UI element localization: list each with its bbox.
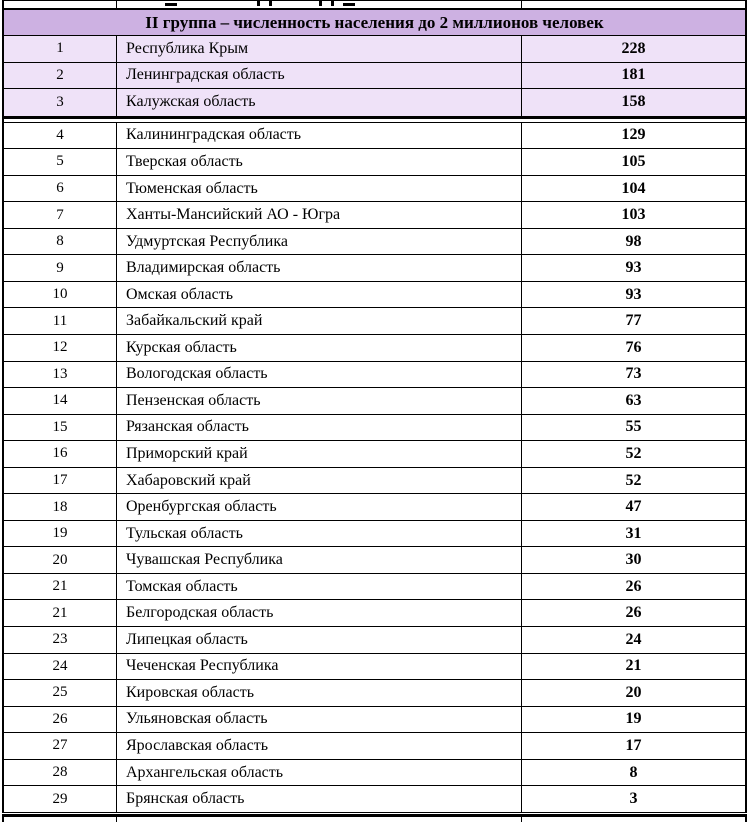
rank-cell: 15 xyxy=(4,415,117,441)
rank-cell: 3 xyxy=(4,89,117,116)
cutoff-text-fragment xyxy=(319,1,322,6)
rank-cell: 29 xyxy=(4,786,117,812)
cutoff-value-cell xyxy=(522,817,745,822)
cutoff-text-fragment xyxy=(257,1,260,6)
highlighted-rows-section xyxy=(2,36,747,119)
table-row xyxy=(4,733,745,760)
rank-cell: 14 xyxy=(4,388,117,414)
value-cell: 93 xyxy=(625,259,642,277)
table-row xyxy=(4,521,745,548)
population-table xyxy=(2,0,747,822)
value-cell: 104 xyxy=(621,179,646,197)
value-cell: 93 xyxy=(625,285,642,303)
rank-cell: 6 xyxy=(4,176,117,202)
region-cell: Ярославская область xyxy=(117,733,522,759)
region-cell: Тульская область xyxy=(117,521,522,547)
region-cell: Чувашская Республика xyxy=(117,547,522,573)
value-cell: 47 xyxy=(625,498,642,516)
main-rows-section xyxy=(2,122,747,813)
region-cell: Удмуртская Республика xyxy=(117,229,522,255)
region-cell: Хабаровский край xyxy=(117,468,522,494)
region-cell: Рязанская область xyxy=(117,415,522,441)
rank-cell: 21 xyxy=(4,600,117,626)
value-cell: 19 xyxy=(625,710,642,728)
region-cell: Белгородская область xyxy=(117,600,522,626)
value-cell: 158 xyxy=(621,93,646,111)
region-cell: Калужская область xyxy=(117,89,522,116)
region-cell: Владимирская область xyxy=(117,255,522,281)
value-cell: 30 xyxy=(625,551,642,569)
cutoff-text-fragment xyxy=(331,1,334,6)
cutoff-text-fragment xyxy=(269,1,272,6)
table-row xyxy=(4,415,745,442)
rank-cell: 16 xyxy=(4,441,117,467)
region-cell: Тверская область xyxy=(117,149,522,175)
value-cell: 17 xyxy=(625,736,642,754)
rank-cell: 26 xyxy=(4,707,117,733)
region-cell: Республика Крым xyxy=(117,36,522,62)
table-row xyxy=(4,36,745,63)
region-cell: Брянская область xyxy=(117,786,522,812)
region-cell: Тюменская область xyxy=(117,176,522,202)
value-cell: 98 xyxy=(625,232,642,250)
table-row xyxy=(4,547,745,574)
rank-cell: 18 xyxy=(4,494,117,520)
table-row xyxy=(4,308,745,335)
table-row xyxy=(4,600,745,627)
rank-cell: 9 xyxy=(4,255,117,281)
region-cell: Пензенская область xyxy=(117,388,522,414)
cutoff-rank-cell xyxy=(4,817,117,822)
rank-cell: 28 xyxy=(4,760,117,786)
value-cell: 8 xyxy=(629,763,638,781)
rank-cell: 17 xyxy=(4,468,117,494)
cutoff-region-cell xyxy=(117,817,522,822)
region-cell: Ульяновская область xyxy=(117,707,522,733)
value-cell: 103 xyxy=(621,206,646,224)
value-cell: 31 xyxy=(625,524,642,542)
region-cell: Ханты-Мансийский АО - Югра xyxy=(117,202,522,228)
value-cell: 73 xyxy=(625,365,642,383)
region-cell: Вологодская область xyxy=(117,362,522,388)
region-cell: Оренбургская область xyxy=(117,494,522,520)
cutoff-row-bottom xyxy=(2,817,747,822)
table-row xyxy=(4,255,745,282)
rank-cell: 24 xyxy=(4,654,117,680)
rank-cell: 5 xyxy=(4,149,117,175)
table-row xyxy=(4,707,745,734)
value-cell: 20 xyxy=(625,683,642,701)
cutoff-text-fragment xyxy=(343,3,355,6)
table-row xyxy=(4,627,745,654)
region-cell: Липецкая область xyxy=(117,627,522,653)
table-row xyxy=(4,89,745,116)
table-row xyxy=(4,63,745,90)
table-row xyxy=(4,494,745,521)
table-row xyxy=(4,229,745,256)
table-row xyxy=(4,388,745,415)
region-cell: Приморский край xyxy=(117,441,522,467)
table-row xyxy=(4,760,745,787)
table-row xyxy=(4,441,745,468)
rank-cell: 25 xyxy=(4,680,117,706)
value-cell: 26 xyxy=(625,604,642,622)
rank-cell: 8 xyxy=(4,229,117,255)
rank-cell: 13 xyxy=(4,362,117,388)
rank-cell: 4 xyxy=(4,123,117,149)
group-header-label: II группа – численность населения до 2 миллионов человек xyxy=(145,12,604,32)
cutoff-row-top xyxy=(2,0,747,8)
rank-cell: 19 xyxy=(4,521,117,547)
region-cell: Курская область xyxy=(117,335,522,361)
value-cell: 3 xyxy=(629,790,638,808)
rank-cell: 10 xyxy=(4,282,117,308)
cutoff-text-fragment xyxy=(165,3,177,6)
rank-cell: 27 xyxy=(4,733,117,759)
table-row xyxy=(4,362,745,389)
value-cell: 129 xyxy=(621,126,646,144)
value-cell: 76 xyxy=(625,338,642,356)
region-cell: Томская область xyxy=(117,574,522,600)
cutoff-value-cell xyxy=(522,1,745,8)
table-row xyxy=(4,149,745,176)
rank-cell: 23 xyxy=(4,627,117,653)
value-cell: 77 xyxy=(625,312,642,330)
table-row xyxy=(4,202,745,229)
value-cell: 181 xyxy=(621,66,646,84)
rank-cell: 7 xyxy=(4,202,117,228)
value-cell: 24 xyxy=(625,630,642,648)
region-cell: Омская область xyxy=(117,282,522,308)
table-row xyxy=(4,123,745,150)
table-row xyxy=(4,786,745,813)
table-group-header xyxy=(2,8,747,36)
region-cell: Калининградская область xyxy=(117,123,522,149)
value-cell: 105 xyxy=(621,152,646,170)
value-cell: 26 xyxy=(625,577,642,595)
region-cell: Архангельская область xyxy=(117,760,522,786)
value-cell: 228 xyxy=(621,39,646,57)
table-row xyxy=(4,468,745,495)
table-row xyxy=(4,176,745,203)
region-cell: Ленинградская область xyxy=(117,63,522,89)
table-row xyxy=(4,282,745,309)
region-cell: Кировская область xyxy=(117,680,522,706)
table-row xyxy=(4,680,745,707)
rank-cell: 12 xyxy=(4,335,117,361)
rank-cell: 1 xyxy=(4,36,117,62)
value-cell: 21 xyxy=(625,657,642,675)
table-row xyxy=(4,654,745,681)
rank-cell: 2 xyxy=(4,63,117,89)
cutoff-rank-cell xyxy=(4,1,117,8)
table-row xyxy=(4,574,745,601)
rank-cell: 20 xyxy=(4,547,117,573)
region-cell: Забайкальский край xyxy=(117,308,522,334)
rank-cell: 11 xyxy=(4,308,117,334)
value-cell: 55 xyxy=(625,418,642,436)
value-cell: 52 xyxy=(625,471,642,489)
region-cell: Чеченская Республика xyxy=(117,654,522,680)
value-cell: 52 xyxy=(625,444,642,462)
value-cell: 63 xyxy=(625,391,642,409)
rank-cell: 21 xyxy=(4,574,117,600)
table-row xyxy=(4,335,745,362)
cutoff-region-cell xyxy=(117,1,522,8)
